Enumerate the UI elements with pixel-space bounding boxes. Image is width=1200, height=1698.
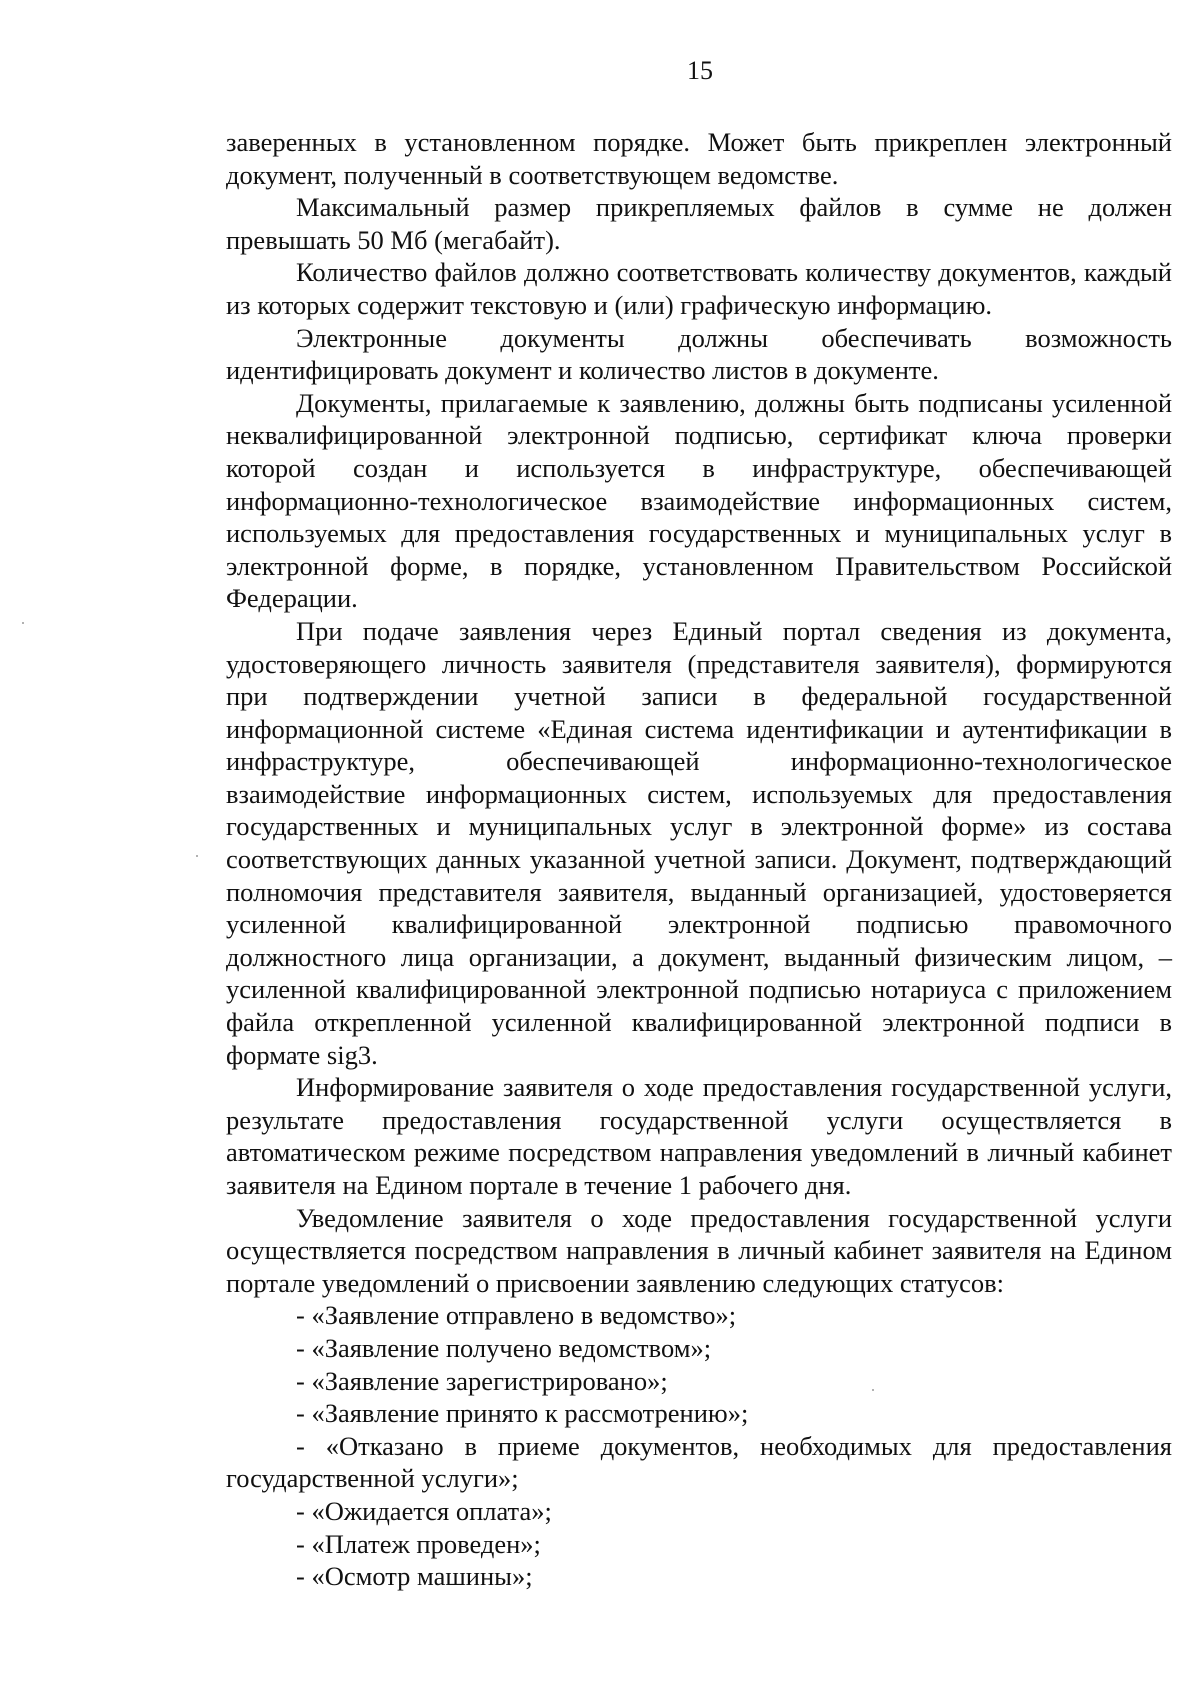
status-list bbox=[226, 1299, 1172, 1592]
status-item-sent: - «Заявление отправлено в ведомство»; bbox=[296, 1300, 737, 1331]
scan-speck bbox=[196, 855, 198, 857]
scan-speck bbox=[872, 1389, 874, 1391]
paragraph-electronic-documents: Электронные документы должны обеспечивать возможность идентифицировать документ и количество листов в документе. bbox=[226, 322, 1172, 386]
paragraph-portal-submission: При подаче заявления через Единый портал сведения из документа, удостоверяющего личность заявителя (представителя заявителя), формируются при подтверждении учетной записи в федеральной государственной информационной системе «Единая система идентификации и аутентификации в инфраструктуре, обеспечивающей информационно-технологическое взаимодействие информационных систем, используемых для предоставления государственных и муниципальных услуг в электронной форме» из состава соответствующих данных указанной учетной записи. Документ, подтверждающий полномочия представителя заявителя, выданный организацией, удостоверяется усиленной квалифицированной электронной подписью правомочного должностного лица организации, а документ, выданный физическим лицом, – усиленной квалифицированной электронной подписью нотариуса с приложением файла открепленной усиленной квалифицированной электронной подписи в формате sig3. bbox=[226, 615, 1172, 1070]
paragraph-signature-requirements: Документы, прилагаемые к заявлению, должны быть подписаны усиленной неквалифицированной электронной подписью, сертификат ключа проверки которой создан и используется в инфраструктуре, обеспечивающей информационно-технологическое взаимодействие информационных систем, используемых для предоставления государственных и муниципальных услуг в электронной форме, в порядке, установленном Правительством Российской Федерации. bbox=[226, 387, 1172, 614]
page-number: 15 bbox=[687, 56, 713, 85]
paragraph-continuation: заверенных в установленном порядке. Может быть прикреплен электронный документ, полученный в соответствующем ведомстве. bbox=[226, 127, 1172, 190]
status-item-refused: - «Отказано в приеме документов, необходимых для предоставления государственной услуги»; bbox=[226, 1430, 1172, 1494]
scan-speck bbox=[22, 622, 24, 624]
paragraph-applicant-informing: Информирование заявителя о ходе предоставления государственной услуги, результате предоставления государственной услуги осуществляется в автоматическом режиме посредством направления уведомлений в личный кабинет заявителя на Едином портале в течение 1 рабочего дня. bbox=[226, 1072, 1172, 1200]
status-item-payment-done: - «Платеж проведен»; bbox=[296, 1528, 541, 1559]
paragraph-notification-statuses: Уведомление заявителя о ходе предоставления государственной услуги осуществляется посредством направления в личный кабинет заявителя на Едином портале уведомлений о присвоении заявлению следующих статусов: bbox=[226, 1202, 1172, 1298]
paragraph-max-file-size: Максимальный размер прикрепляемых файлов в сумме не должен превышать 50 Мб (мегабайт). bbox=[226, 192, 1172, 255]
status-item-received: - «Заявление получено ведомством»; bbox=[296, 1332, 712, 1363]
status-item-registered: - «Заявление зарегистрировано»; bbox=[296, 1365, 668, 1396]
document-body bbox=[226, 126, 1172, 1593]
status-item-payment-pending: - «Ожидается оплата»; bbox=[296, 1495, 552, 1526]
paragraph-file-count: Количество файлов должно соответствовать количеству документов, каждый из которых содержит текстовую и (или) графическую информацию. bbox=[226, 257, 1172, 320]
status-item-accepted: - «Заявление принято к рассмотрению»; bbox=[296, 1398, 749, 1429]
status-item-vehicle-inspection: - «Осмотр машины»; bbox=[296, 1561, 533, 1592]
